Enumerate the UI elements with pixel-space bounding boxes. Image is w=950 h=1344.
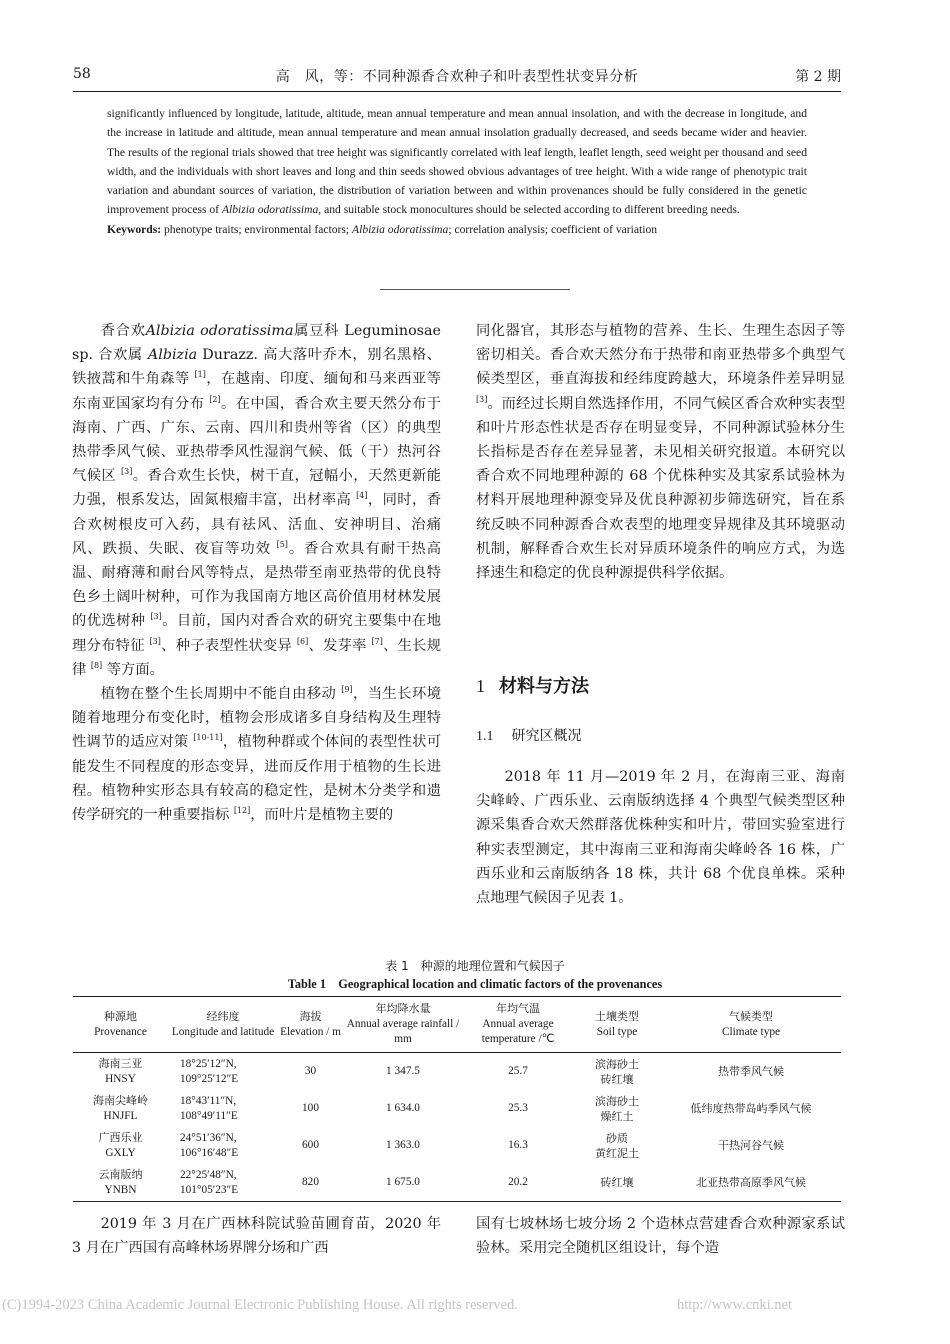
cnki-footer (0, 1297, 950, 1319)
paragraph-trial-forest: 国有七坡林场七坡分场 2 个造林点营建香合欢种源家系试验林。采用完全随机区组设计，每个造 (476, 1216, 845, 1257)
citation: [2] (209, 394, 221, 404)
citation: [3] (150, 612, 162, 622)
keywords-label: Keywords: (107, 222, 162, 236)
column-header: 经纬度 Longitude and latitude (168, 997, 278, 1053)
paragraph-study-area: 2018 年 11 月—2019 年 2 月，在海南三亚、海南尖峰岭、广西乐业、云南版纳选择 4 个典型气候类型区种源采集香合欢天然群落优株种实和叶片，带回实验室进行种实表型测定，其中海南三亚和海南尖峰岭各 16 株，广西乐业和云南版纳各 18 株，共计 68 个优良单株。采种点地理气候因子见表 1。 (476, 769, 845, 907)
species-name: Albizia odoratissima (221, 203, 319, 217)
citation: [12] (233, 806, 251, 816)
body-column-left-bottom (72, 1212, 441, 1260)
table-row: 云南版纳 YNBN 22°25′48″N, 101°05′23″E 820 1 675.0 20.2 砖红壤 北亚热带高原季风气候 (73, 1164, 841, 1202)
header-rule (73, 91, 841, 92)
english-abstract (107, 104, 807, 239)
citation: [8] (90, 660, 103, 670)
section-heading: 1 材料与方法 (476, 676, 589, 697)
paragraph-continued: 同化器官，其形态与植物的营养、生长、生理生态因子等密切相关。香合欢天然分布于热带和南亚热带多个典型气候类型区，垂直海拔和经纬度跨越大，环境条件差异明显 [3]。而经过长期自然选择作用，不同气候区香合欢种实表型和叶片形态性状是否存在明显变异，不同种源试验林分生长指标是否存在差异显著，未见相关研究报道。本研究以香合欢不同地理种源的 68 个优株种实及其家系试验林为材料开展地理种源变异及优良种源初步筛选研究，旨在系统反映不同种源香合欢表型的地理变异规律及其环境驱动机制，解释香合欢生长对异质环境条件的响应方式，为选择速生和稳定的优良种源提供科学依据。 (476, 323, 845, 582)
citation: [3] (149, 636, 161, 646)
citation: [9] (341, 685, 353, 695)
running-title: 高 风，等：不同种源香合欢种子和叶表型性状变异分析 (275, 69, 639, 85)
citation: [7] (371, 636, 383, 646)
paragraph-plant-variation: 植物在整个生长周期中不能自由移动 [9]，当生长环境随着地理分布变化时，植物会形成诸多自身结构及生理特性调节的适应对策 [10-11]，植物种群或个体间的表型性状可能发生不同程度的形态变异，进而反作用于植物的生长进程。植物种实形态具有较高的稳定性，是树木分类学和遗传学研究的一种重要指标 [12]，而叶片是植物主要的 (72, 685, 442, 824)
issue-number: 第 2 期 (795, 69, 841, 85)
citation: [6] (296, 636, 309, 646)
paragraph-nursery: 2019 年 3 月在广西林科院试验苗圃育苗，2020 年 3 月在广西国有高峰林场界牌分场和广西 (72, 1216, 441, 1257)
body-column-right (476, 319, 845, 585)
footer-url: http://www.cnki.net (676, 1297, 792, 1313)
abstract-text: significantly influenced by longitude, latitude, altitude, mean annual temperature and mean annual insolation, and with the decrease in longitude, and the increase in latitude and altitude, mean annual temperature and mean annual insolation gradually decreased, and seeds became wider and heavier. The results of the regional trials showed that tree height was significantly correlated with leaf length, leaflet length, seed weight per thousand and seed width, and the individuals with short leaves and long and thin seeds showed obvious advantages of tree height. With a wide range of phenotypic trait variation and abundant sources of variation, the distribution of variation between and within provenances should be fully considered in the genetic improvement process of Albizia odoratissima, and suitable stock monocultures should be selected according to different breeding needs. (107, 107, 807, 217)
citation: [3] (121, 467, 133, 477)
page-number: 58 (73, 66, 91, 82)
keywords: Keywords: phenotype traits; environmental factors; Albizia odoratissima; correlation analysis; coefficient of variation (107, 222, 658, 236)
running-header (73, 66, 841, 88)
citation: [1] (194, 370, 206, 380)
column-header: 种源地 Provenance (73, 997, 168, 1053)
body-column-left (72, 319, 441, 827)
table-caption-cn: 表 1 种源的地理位置和气候因子 (385, 959, 565, 973)
provenance-table (73, 996, 841, 1202)
column-header: 土壤类型 Soil type (573, 997, 661, 1053)
table-caption-en: Table 1 Geographical location and climatic factors of the provenances (287, 977, 663, 991)
citation: [10-11] (193, 733, 223, 743)
column-header: 年均气温 Annual average temperature /℃ (463, 997, 573, 1053)
table-row: 海南三亚 HNSY 18°25′12″N, 109°25′12″E 30 1 347.5 25.7 滨海砂土 砖红壤 热带季风气候 (98, 1057, 784, 1086)
citation: [5] (276, 539, 288, 549)
table-header-row (73, 997, 841, 1053)
citation: [4] (356, 491, 368, 501)
column-header: 年均降水量 Annual average rainfall / mm (343, 997, 463, 1053)
body-column-right-bottom (476, 1212, 845, 1260)
column-header: 海拔 Elevation / m (278, 997, 343, 1053)
abstract-divider (380, 289, 570, 290)
citation: [3] (476, 394, 488, 404)
body-column-right-lower (476, 765, 845, 910)
table-row: 广西乐业 GXLY 24°51′36″N, 106°16′48″E 600 1 363.0 16.3 砂质 黄红泥土 干热河谷气候 (98, 1131, 784, 1160)
paragraph-intro: 香合欢Albizia odoratissima属豆科 Leguminosae sp. 合欢属 Albizia Durazz. 高大落叶乔木，别名黑格、铁掖蒿和牛角森等 [1]，在越南、印度、缅甸和马来西亚等东南亚国家均有分布 [2]。在中国，香合欢主要天然分布于海南、广西、广东、云南、四川和贵州等省（区）的典型热带季风气候、亚热带季风性湿润气候、低（干）热河谷气候区 [3]。香合欢生长快，树干直，冠幅小，天然更新能力强，根系发达，固氮根瘤丰富，出材率高 [4]，同时，香合欢树根皮可入药，具有祛风、活血、安神明目、治痛风、跌损、失眠、夜盲等功效 [5]。香合欢具有耐干热高温、耐瘠薄和耐台风等特点，是热带至南亚热带的优良特色乡土阔叶树种，可作为我国南方地区高价值用材林发展的优选树种 [3]。目前，国内对香合欢的研究主要集中在地理分布特征 [3]、种子表型性状变异 [6]、发芽率 [7]、生长规律 [8] 等方面。 (72, 323, 442, 678)
table-row: 海南尖峰岭 HNJFL 18°43′11″N, 108°49′11″E 100 1 634.0 25.3 滨海砂土 燥红土 低纬度热带岛屿季风气候 (93, 1094, 812, 1123)
subsection-heading: 1.1 研究区概况 (476, 728, 582, 744)
column-header: 气候类型 Climate type (661, 997, 841, 1053)
copyright-notice: (C)1994-2023 China Academic Journal Electronic Publishing House. All rights reserved. (2, 1297, 518, 1313)
